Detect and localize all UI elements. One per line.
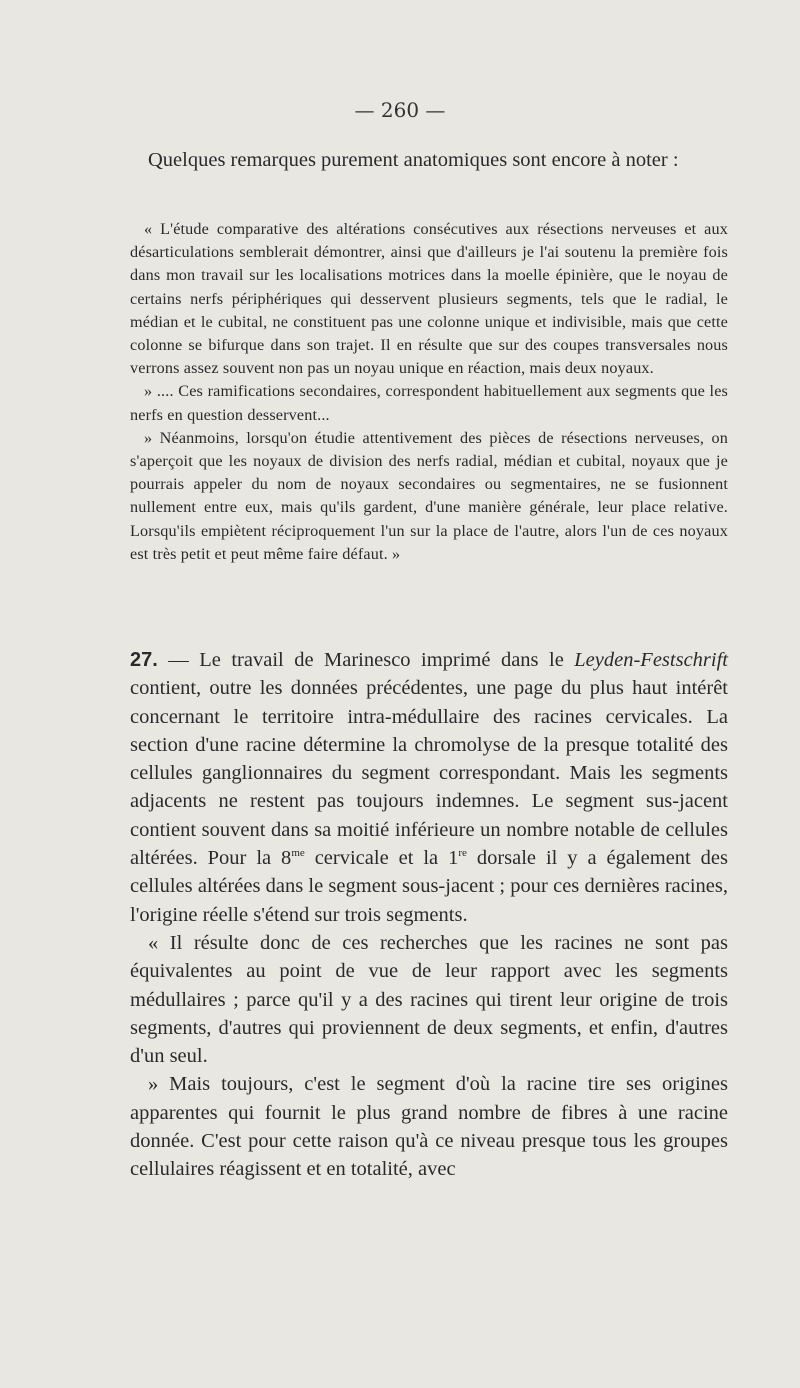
- main-paragraph: » Mais toujours, c'est le segment d'où la racine tire ses origines apparentes qui fournit le plus grand nombre de fibres à une racine donnée. C'est pour cette raison qu'à ce niveau presque tous les groupes cellulaires réagissent et en totalité, avec: [130, 1073, 728, 1181]
- superscript-2: re: [458, 847, 467, 860]
- section-number: 27.: [130, 649, 158, 671]
- quote-block: [130, 218, 728, 566]
- section-text-3: dorsale il y a également des cellules altérées dans le segment sous-jacent ; pour ces dernières racines, l'origine réelle s'étend sur trois segments.: [130, 847, 728, 926]
- section-title-italic: Leyden-Festschrift: [574, 649, 728, 671]
- section-paragraph: [130, 646, 728, 929]
- main-block: [130, 646, 728, 1184]
- section-text-2: cervicale et la 1: [304, 847, 459, 870]
- quote-paragraph: « L'étude comparative des altérations consécutives aux résections nerveuses et aux désarticulations semblerait démontrer, ainsi que d'ailleurs je l'ai soutenu la première fois dans mon travail sur les localisations motrices dans la moelle épinière, que le noyau de certains nerfs périphériques qui desservent plusieurs segments, tels que le radial, le médian et le cubital, ne constituent pas une colonne unique et indivisible, mais que cette colonne se bifurque dans son trajet. Il en résulte que sur des coupes transversales nous verrons assez souvent non pas un noyau unique en réaction, mais deux noyaux.: [130, 220, 728, 378]
- intro-paragraph: Quelques remarques purement anatomiques sont encore à noter :: [148, 149, 679, 171]
- page-number: — 260 —: [354, 98, 446, 122]
- superscript-1: me: [291, 847, 305, 860]
- intro-block: [130, 146, 728, 174]
- main-paragraph: « Il résulte donc de ces recherches que les racines ne sont pas équivalentes au point de vue de leur rapport avec les segments médullaires ; parce qu'il y a des racines qui tirent leur origine de trois segments, d'autres qui proviennent de deux segments, et enfin, d'autres d'un seul.: [130, 931, 728, 1068]
- quote-paragraph: » .... Ces ramifications secondaires, correspondent habituellement aux segments que les nerfs en question desservent...: [130, 382, 728, 424]
- section-lead: — Le travail de Marinesco imprimé dans le: [157, 649, 575, 671]
- section-text-1: contient, outre les données précédentes, une page du plus haut intérêt concernant le territoire intra-médullaire des racines cervicales. La section d'une racine détermine la chromolyse de la presque totalité des cellules ganglionnaires du segment correspondant. Mais les segments adjacents ne restent pas toujours indemnes. Le segment sus-jacent contient souvent dans sa moitié inférieure un nombre notable de cellules altérées. Pour la 8: [130, 677, 728, 870]
- quote-paragraph: » Néanmoins, lorsqu'on étudie attentivement des pièces de résections nerveuses, on s'aperçoit que les noyaux de division des nerfs radial, médian et cubital, noyaux que je pourrais appeler du nom de noyaux secondaires ou segmentaires, ne se fusionnent nullement entre eux, mais qu'ils gardent, d'une manière générale, leur place relative. Lorsqu'ils empiètent réciproquement l'un sur la place de l'autre, alors l'un de ces noyaux est très petit et peut même faire défaut. »: [130, 428, 728, 563]
